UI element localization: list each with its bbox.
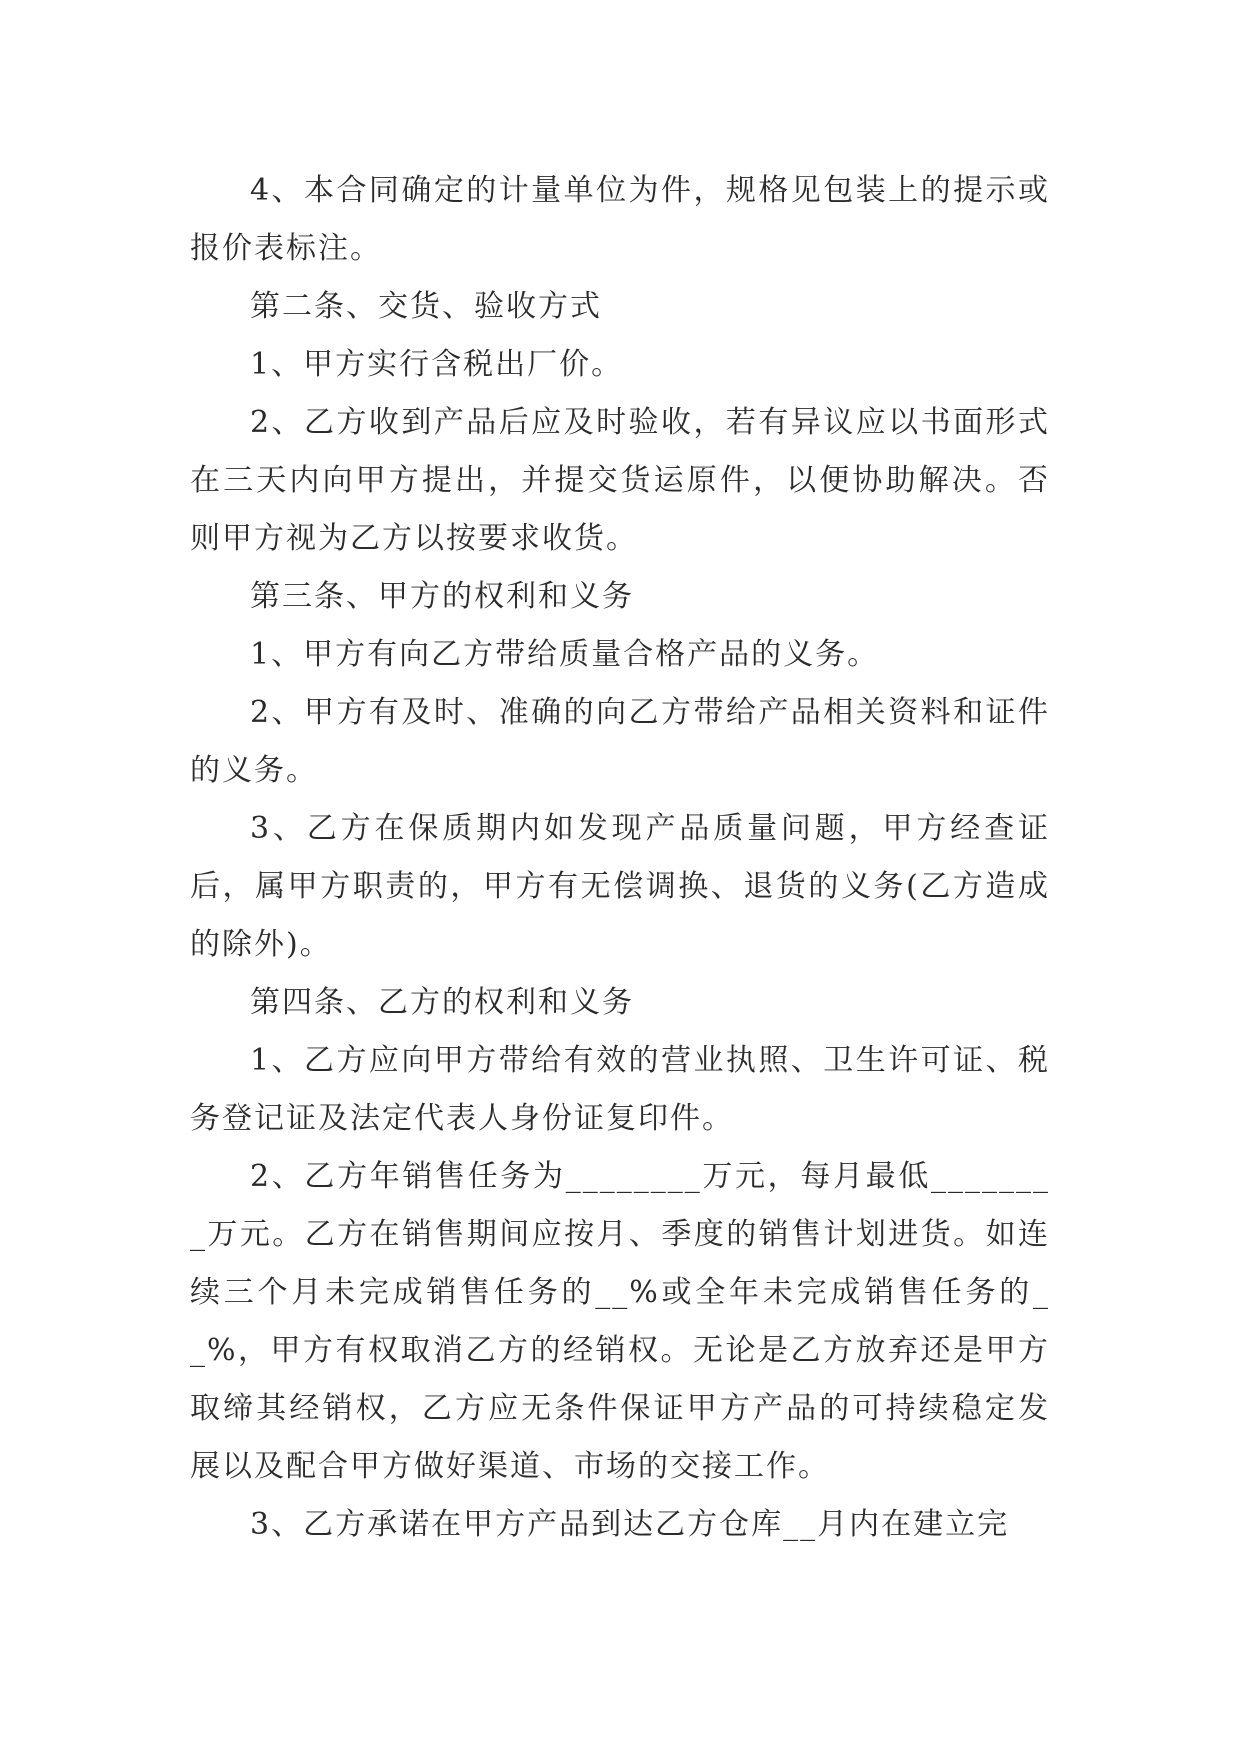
clause-1-4: 4、本合同确定的计量单位为件，规格见包装上的提示或报价表标注。 [190, 173, 1050, 266]
article-2-heading: 第二条、交货、验收方式 [250, 289, 602, 324]
clause-4-3: 3、乙方承诺在甲方产品到达乙方仓库__月内在建立完 [250, 1507, 1010, 1542]
article-4-heading: 第四条、乙方的权利和义务 [250, 985, 634, 1020]
contract-body [190, 162, 1050, 1554]
clause-3-1: 1、甲方有向乙方带给质量合格产品的义务。 [250, 637, 880, 672]
clause-2-1: 1、甲方实行含税出厂价。 [250, 347, 624, 382]
clause-3-2: 2、甲方有及时、准确的向乙方带给产品相关资料和证件的义务。 [190, 695, 1050, 788]
clause-3-3: 3、乙方在保质期内如发现产品质量问题，甲方经查证后，属甲方职责的，甲方有无偿调换、退货的义务(乙方造成的除外)。 [190, 811, 1050, 962]
article-3-heading: 第三条、甲方的权利和义务 [250, 579, 634, 614]
clause-2-2: 2、乙方收到产品后应及时验收，若有异议应以书面形式在三天内向甲方提出，并提交货运原件，以便协助解决。否则甲方视为乙方以按要求收货。 [190, 405, 1050, 556]
clause-4-1: 1、乙方应向甲方带给有效的营业执照、卫生许可证、税务登记证及法定代表人身份证复印件。 [190, 1043, 1050, 1136]
clause-4-2: 2、乙方年销售任务为________万元，每月最低________万元。乙方在销售期间应按月、季度的销售计划进货。如连续三个月未完成销售任务的__%或全年未完成销售任务的__%，甲方有权取消乙方的经销权。无论是乙方放弃还是甲方取缔其经销权，乙方应无条件保证甲方产品的可持续稳定发展以及配合甲方做好渠道、市场的交接工作。 [190, 1159, 1050, 1484]
